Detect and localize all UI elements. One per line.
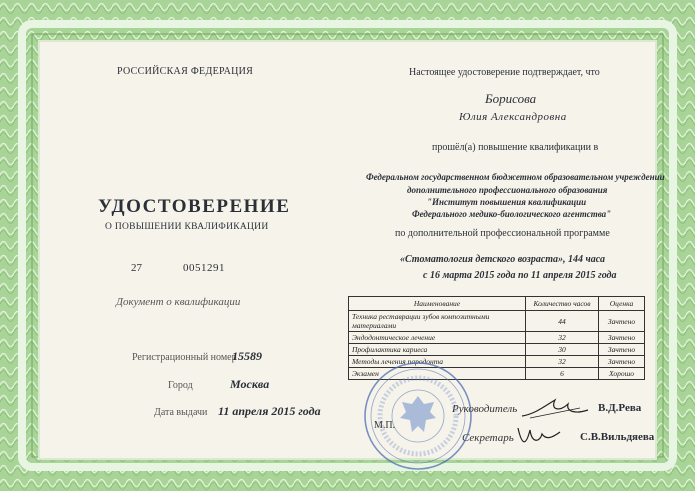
table-row	[349, 311, 645, 332]
issue-date-value: 11 апреля 2015 года	[218, 404, 321, 418]
city-label: Город	[168, 380, 193, 391]
subject-name: Экзамен	[349, 368, 526, 380]
reg-number-value: 15589	[232, 349, 262, 363]
org-line-4: Федерального медико-биологического агентства"	[412, 209, 612, 219]
document-title: УДОСТОВЕРЕНИЕ	[98, 196, 291, 217]
org-line-2: дополнительного профессионального образования	[407, 185, 608, 195]
secretary-name: С.В.Вильдяева	[580, 431, 655, 443]
subject-name: Техника реставрации зубов композитными материалами	[349, 311, 526, 332]
passed-text: прошёл(а) повышение квалификации в	[432, 142, 599, 153]
subject-name: Профилактика кариеса	[349, 344, 526, 356]
subject-name: Методы лечения пародонта	[349, 356, 526, 368]
subject-grade: Зачтено	[599, 332, 645, 344]
head-signature	[520, 396, 590, 422]
holder-name: Юлия Александровна	[459, 111, 567, 123]
org-line-3: "Институт повышения квалификации	[427, 197, 587, 207]
program-period: с 16 марта 2015 года по 11 апреля 2015 года	[423, 270, 617, 281]
table-row	[349, 344, 645, 356]
document-number: 0051291	[183, 262, 225, 274]
subject-hours: 44	[526, 311, 599, 332]
document-subtitle: О ПОВЫШЕНИИ КВАЛИФИКАЦИИ	[105, 222, 269, 232]
org-line-1: Федеральном государственном бюджетном образовательном учреждении	[366, 172, 665, 182]
stamp-place-label: М.П.	[374, 420, 396, 431]
subject-grade: Зачтено	[599, 344, 645, 356]
subject-grade: Хорошо	[599, 368, 645, 380]
col-header-grade: Оценка	[599, 297, 645, 311]
confirms-text: Настоящее удостоверение подтверждает, что	[409, 67, 600, 78]
secretary-signature	[514, 420, 564, 450]
subject-hours: 32	[526, 356, 599, 368]
reg-number-label: Регистрационный номер	[132, 352, 237, 363]
subject-name: Эндодонтическое лечение	[349, 332, 526, 344]
head-label: Руководитель	[452, 403, 518, 415]
subject-grade: Зачтено	[599, 311, 645, 332]
col-header-hours: Количество часов	[526, 297, 599, 311]
series-number: 27	[131, 262, 142, 274]
holder-surname: Борисова	[485, 91, 537, 106]
subject-hours: 32	[526, 332, 599, 344]
col-header-name: Наименование	[349, 297, 526, 311]
head-name: В.Д.Рева	[598, 402, 642, 414]
program-intro: по дополнительной профессиональной программе	[395, 228, 610, 239]
subject-hours: 30	[526, 344, 599, 356]
document-type: Документ о квалификации	[116, 296, 241, 308]
secretary-label: Секретарь	[462, 432, 514, 444]
subject-hours: 6	[526, 368, 599, 380]
program-name: «Стоматология детского возраста», 144 часа	[400, 254, 605, 265]
table-header-row	[349, 297, 645, 311]
subject-grade: Зачтено	[599, 356, 645, 368]
country-label: РОССИЙСКАЯ ФЕДЕРАЦИЯ	[117, 66, 254, 77]
official-seal-icon	[362, 360, 474, 472]
issue-date-label: Дата выдачи	[154, 407, 208, 418]
table-row	[349, 332, 645, 344]
city-value: Москва	[230, 377, 270, 391]
